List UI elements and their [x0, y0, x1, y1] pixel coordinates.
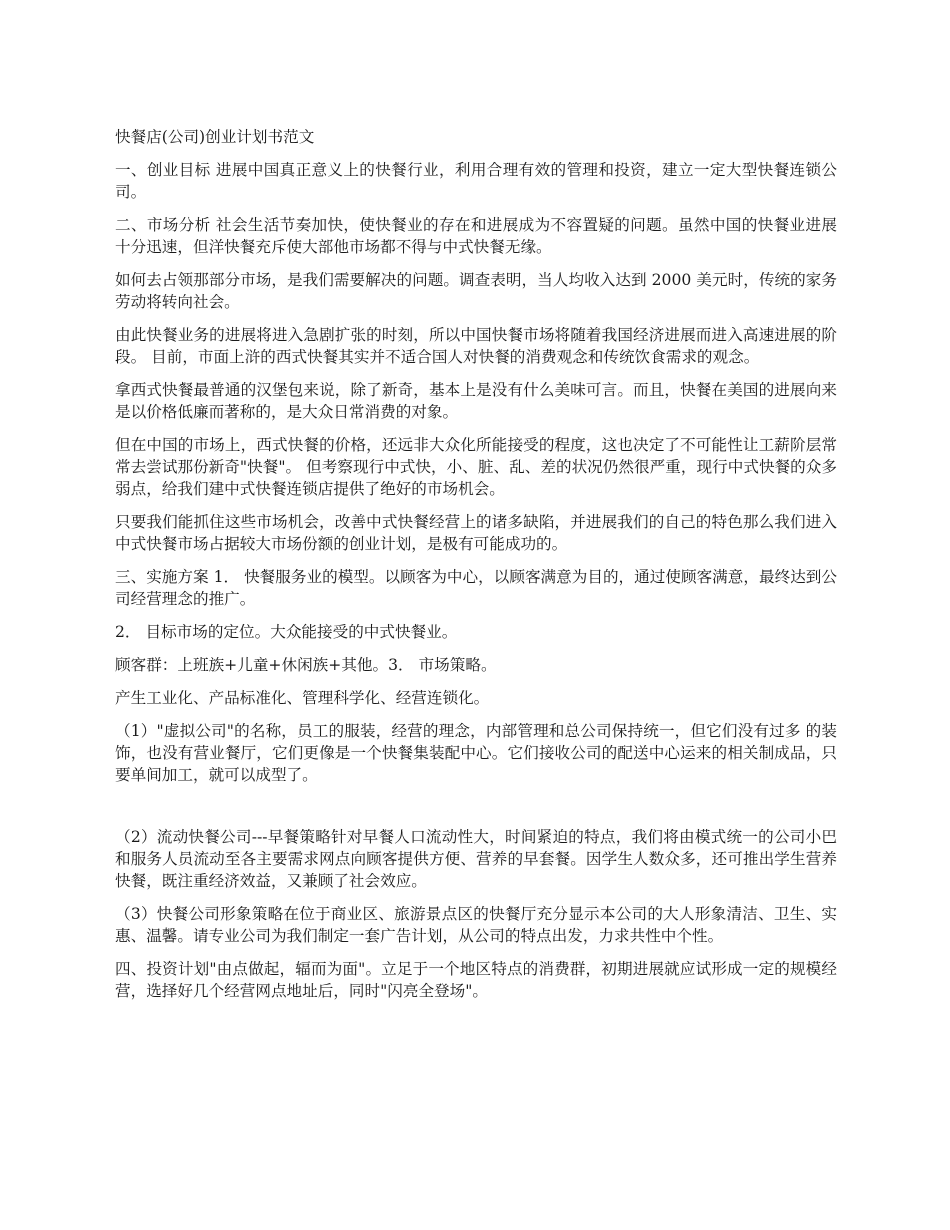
- paragraph-target-market: 2． 目标市场的定位。大众能接受的中式快餐业。: [115, 623, 458, 641]
- paragraph-implementation: 三、实施方案 1． 快餐服务业的模型。以顾客为中心，以顾客满意为目的，通过使顾客满意，最终达到公司经营理念的推广。: [115, 568, 837, 608]
- paragraph-western-fastfood: 拿西式快餐最普通的汉堡包来说，除了新奇，基本上是没有什么美味可言。而且，快餐在美国的进展向来是以价格低廉而著称的，是大众日常消费的对象。: [115, 381, 837, 421]
- paragraph-market-share: 如何去占领那部分市场，是我们需要解决的问题。调查表明，当人均收入达到 2000 美元时，传统的家务劳动将转向社会。: [115, 271, 837, 311]
- document-page: [115, 126, 837, 1013]
- paragraph-market-analysis: 二、市场分析 社会生活节奏加快，使快餐业的存在和进展成为不容置疑的问题。虽然中国的快餐业进展十分迅速，但洋快餐充斥使大部他市场都不得与中式快餐无缘。: [115, 216, 837, 256]
- paragraph-image-strategy: （3）快餐公司形象策略在位于商业区、旅游景点区的快餐厅充分显示本公司的大人形象清洁、卫生、实惠、温馨。请专业公司为我们制定一套广告计划，从公司的特点出发，力求共性中个性。: [115, 905, 838, 945]
- paragraph-virtual-company: （1）"虚拟公司"的名称，员工的服装，经营的理念，内部管理和总公司保持统一，但它们没有过多 的装饰，也没有营业餐厅，它们更像是一个快餐集装配中心。它们接收公司的配送中心运来的相关制成品，只要单间加工，就可以成型了。: [115, 722, 837, 784]
- paragraph-goal: 一、创业目标 进展中国真正意义上的快餐行业，利用合理有效的管理和投资，建立一定大型快餐连锁公司。: [115, 161, 837, 201]
- paragraph-mobile-fastfood: （2）流动快餐公司---早餐策略针对早餐人口流动性大，时间紧迫的特点，我们将由模式统一的公司小巴和服务人员流动至各主要需求网点向顾客提供方便、营养的早套餐。因学生人数众多，还可推出学生营养快餐，既注重经济效益，又兼顾了社会效应。: [115, 828, 837, 890]
- paragraph-china-market: 但在中国的市场上，西式快餐的价格，还远非大众化所能接受的程度，这也决定了不可能性让工薪阶层常常去尝试那份新奇"快餐"。 但考察现行中式快，小、脏、乱、差的状况仍然很严重，现行中式快餐的众多弱点，给我们建中式快餐连锁店提供了绝好的市场机会。: [115, 436, 837, 498]
- paragraph-customer-group: 顾客群：上班族+儿童+休闲族+其他。3． 市场策略。: [115, 656, 497, 674]
- paragraph-opportunity: 只要我们能抓住这些市场机会，改善中式快餐经营上的诸多缺陷，并进展我们的自己的特色那么我们进入中式快餐市场占据较大市场份额的创业计划，是极有可能成功的。: [115, 513, 837, 553]
- document-title: 快餐店(公司)创业计划书范文: [115, 128, 315, 146]
- paragraph-industrialization: 产生工业化、产品标准化、管理科学化、经营连锁化。: [115, 689, 490, 707]
- paragraph-investment-plan: 四、投资计划"由点做起，辐而为面"。立足于一个地区特点的消费群，初期进展就应试形成一定的规模经营，选择好几个经营网点地址后，同时"闪亮全登场"。: [115, 960, 837, 1000]
- paragraph-expansion: 由此快餐业务的进展将进入急剧扩张的时刻，所以中国快餐市场将随着我国经济进展而进入高速进展的阶段。 目前，市面上浒的西式快餐其实并不适合国人对快餐的消费观念和传统饮食需求的观念。: [115, 326, 837, 366]
